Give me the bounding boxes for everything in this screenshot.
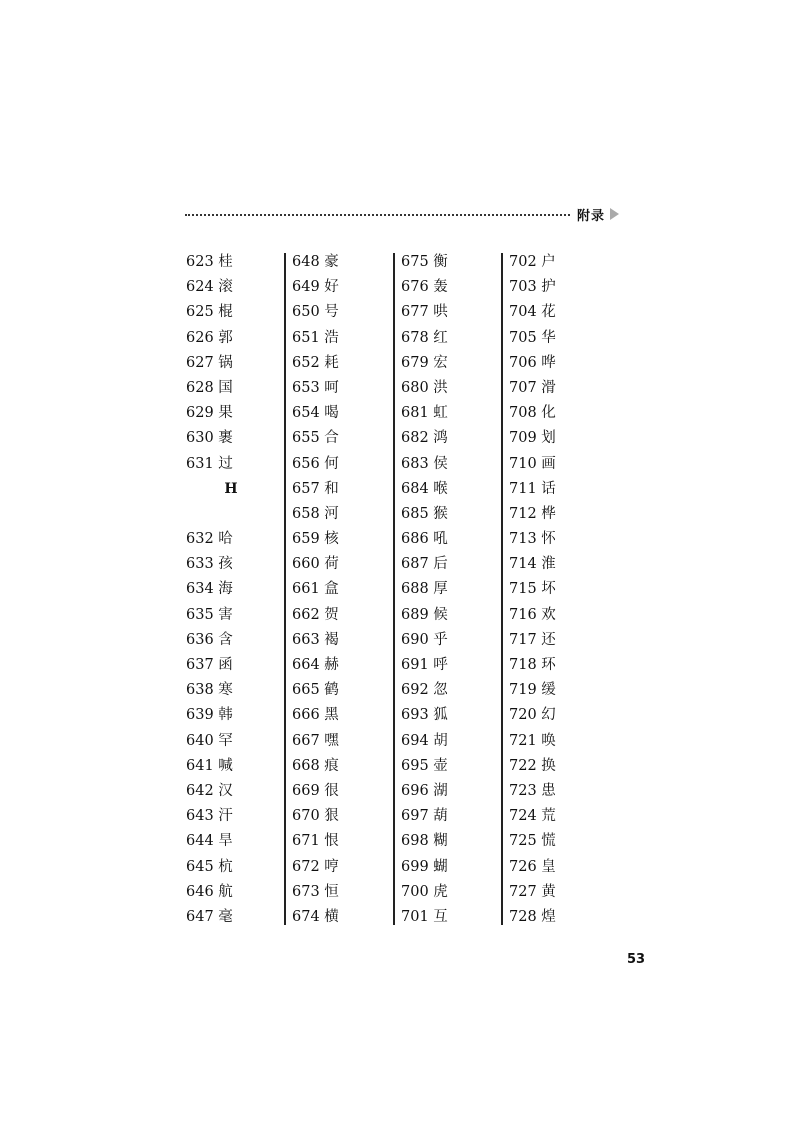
list-item: 656 何 [292,455,339,472]
list-item: 662 贺 [292,606,339,623]
column-divider [284,253,286,925]
list-item: 633 孩 [186,556,233,573]
page-number: 53 [627,952,646,967]
list-item: 663 褐 [292,631,339,648]
list-item: 623 桂 [186,254,233,270]
column-divider [501,253,503,925]
list-item: 708 化 [509,405,556,422]
list-item: 679 宏 [401,354,448,371]
list-item: 678 红 [401,329,448,346]
list-item: 646 航 [186,883,233,900]
list-item: 636 含 [186,631,233,648]
list-item: 667 嘿 [292,732,339,749]
list-item: 658 河 [292,505,339,522]
list-item: 714 淮 [509,556,556,573]
list-item: 660 荷 [292,556,339,573]
list-item: 631 过 [186,455,233,472]
list-item: 659 核 [292,531,339,548]
list-item: 712 桦 [509,505,556,522]
list-item: 671 恨 [292,833,339,850]
list-item: 706 哗 [509,354,556,371]
list-item: 641 喊 [186,757,233,774]
list-item: 657 和 [292,480,339,497]
list-item: 698 糊 [401,833,448,850]
list-item: 629 果 [186,405,233,422]
triangle-arrow-icon [610,208,619,220]
list-item: 693 狐 [401,707,448,724]
column-4 [509,250,556,930]
list-item: 726 皇 [509,858,556,875]
list-item: 668 痕 [292,757,339,774]
list-item: 670 狠 [292,808,339,825]
list-item: 653 呵 [292,379,339,396]
column-3 [401,250,448,930]
column-1 [186,250,276,930]
list-item: 717 还 [509,631,556,648]
list-item: 725 慌 [509,833,556,850]
list-item: 707 滑 [509,379,556,396]
list-item: 685 猴 [401,505,448,522]
list-item: 675 衡 [401,254,448,270]
list-item: 677 哄 [401,304,448,321]
list-item: 630 裹 [186,430,233,447]
list-item: 704 花 [509,304,556,321]
list-item: 689 候 [401,606,448,623]
list-item: 696 湖 [401,782,448,799]
list-item: 648 豪 [292,254,339,270]
list-item: 632 哈 [186,531,233,548]
list-item: 634 海 [186,581,233,598]
list-item: 687 后 [401,556,448,573]
list-item: 699 蝴 [401,858,448,875]
list-item: 691 呼 [401,657,448,673]
list-item: 709 划 [509,430,556,447]
list-item: 647 毫 [186,908,233,925]
list-item: 692 忽 [401,682,448,699]
list-item: 635 害 [186,606,233,623]
header-dotted-rule [185,214,570,216]
list-item: 676 轰 [401,279,448,296]
list-item: 713 怀 [509,531,556,548]
list-item: 722 换 [509,757,556,774]
list-item: 649 好 [292,279,339,296]
list-item: 718 环 [509,657,556,673]
list-item: 695 壶 [401,757,448,774]
list-item: 654 喝 [292,405,339,422]
list-item: 637 函 [186,657,233,674]
list-item: 661 盒 [292,581,339,598]
list-item: 644 旱 [186,833,233,850]
list-item: 674 横 [292,908,339,925]
list-item: 669 很 [292,782,339,799]
list-item: 643 汗 [186,808,233,825]
list-item: 702 户 [509,254,556,270]
list-item: 684 喉 [401,480,448,497]
list-item: 665 鹤 [292,682,339,699]
list-item: 723 患 [509,782,556,799]
list-item: 639 韩 [186,707,233,724]
section-letter: H [224,480,238,497]
list-item: 650 号 [292,304,339,321]
list-item: 690 乎 [401,631,448,648]
list-item: 721 唤 [509,732,556,749]
list-item: 711 话 [509,480,556,497]
list-item: 664 赫 [292,657,339,673]
list-item: 716 欢 [509,606,556,623]
list-item: 638 寒 [186,682,233,699]
list-item: 642 汉 [186,782,233,799]
list-item: 624 滚 [186,279,233,296]
list-item: 715 坏 [509,581,556,598]
list-item: 645 杭 [186,858,233,875]
list-item: 727 黄 [509,883,556,900]
list-item: 724 荒 [509,808,556,825]
list-item: 686 吼 [401,531,448,548]
list-item: 694 胡 [401,732,448,749]
list-item: 683 侯 [401,455,448,472]
list-item: 701 互 [401,908,448,925]
list-item: 651 浩 [292,329,339,346]
list-item: 680 洪 [401,379,448,396]
list-item: 626 郭 [186,329,233,346]
list-item: 655 合 [292,430,339,447]
list-item: 681 虹 [401,405,448,422]
list-item: 719 缓 [509,682,556,699]
list-item: 728 煌 [509,908,556,925]
list-item: 628 国 [186,379,233,396]
list-item: 682 鸿 [401,430,448,447]
list-item: 703 护 [509,279,556,296]
list-item: 705 华 [509,329,556,346]
list-item: 652 耗 [292,354,339,371]
list-item: 697 葫 [401,808,448,825]
header-label: 附录 [577,209,606,224]
list-item: 666 黑 [292,707,339,724]
list-item: 625 棍 [186,304,233,321]
column-divider [393,253,395,925]
list-item: 688 厚 [401,581,448,598]
list-item: 700 虎 [401,883,448,900]
list-item: 672 哼 [292,858,339,875]
column-2 [292,250,339,930]
list-item: 720 幻 [509,707,556,724]
list-item: 640 罕 [186,732,233,749]
running-header [185,205,625,225]
list-item: 627 锅 [186,354,233,371]
list-item: 673 恒 [292,883,339,900]
list-item: 710 画 [509,455,556,472]
